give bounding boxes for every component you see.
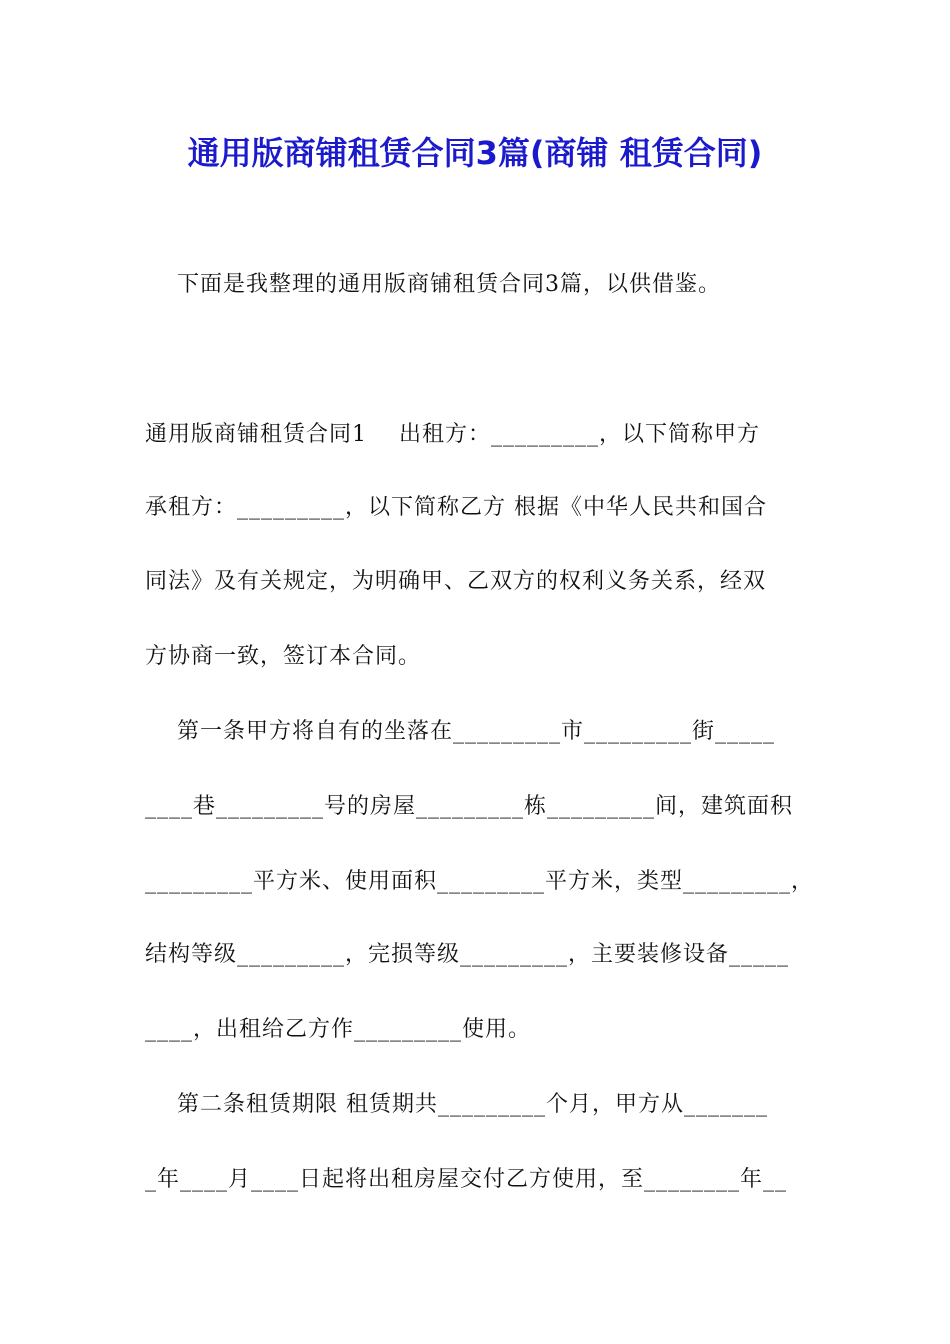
contract-line: 通用版商铺租赁合同1 出租方：_________，以下简称甲方 <box>145 422 760 447</box>
article-2-line: _年____月____日起将出租房屋交付乙方使用，至________年__ <box>145 1167 788 1192</box>
contract-line: 承租方：_________，以下简称乙方 根据《中华人民共和国合 <box>145 495 767 520</box>
contract-line: 同法》及有关规定，为明确甲、乙双方的权利义务关系，经双 <box>145 569 767 594</box>
contract-line: 方协商一致，签订本合同。 <box>145 644 422 669</box>
article-1-line: 第一条甲方将自有的坐落在_________市_________街_____ <box>145 719 775 744</box>
article-1-line: 结构等级_________，完损等级_________，主要装修设备_____ <box>145 942 790 967</box>
document-title: 通用版商铺租赁合同3篇(商铺 租赁合同) <box>187 134 763 172</box>
article-1-line: ____巷_________号的房屋_________栋_________间，建筑面积 <box>145 794 794 819</box>
article-1-line: _________平方米、使用面积_________平方米，类型_________， <box>145 869 815 894</box>
article-2-line: 第二条租赁期限 租赁期共_________个月，甲方从_______ <box>145 1092 768 1117</box>
article-1-line: ____，出租给乙方作_________使用。 <box>145 1017 532 1042</box>
intro-paragraph: 下面是我整理的通用版商铺租赁合同3篇，以供借鉴。 <box>145 272 721 297</box>
